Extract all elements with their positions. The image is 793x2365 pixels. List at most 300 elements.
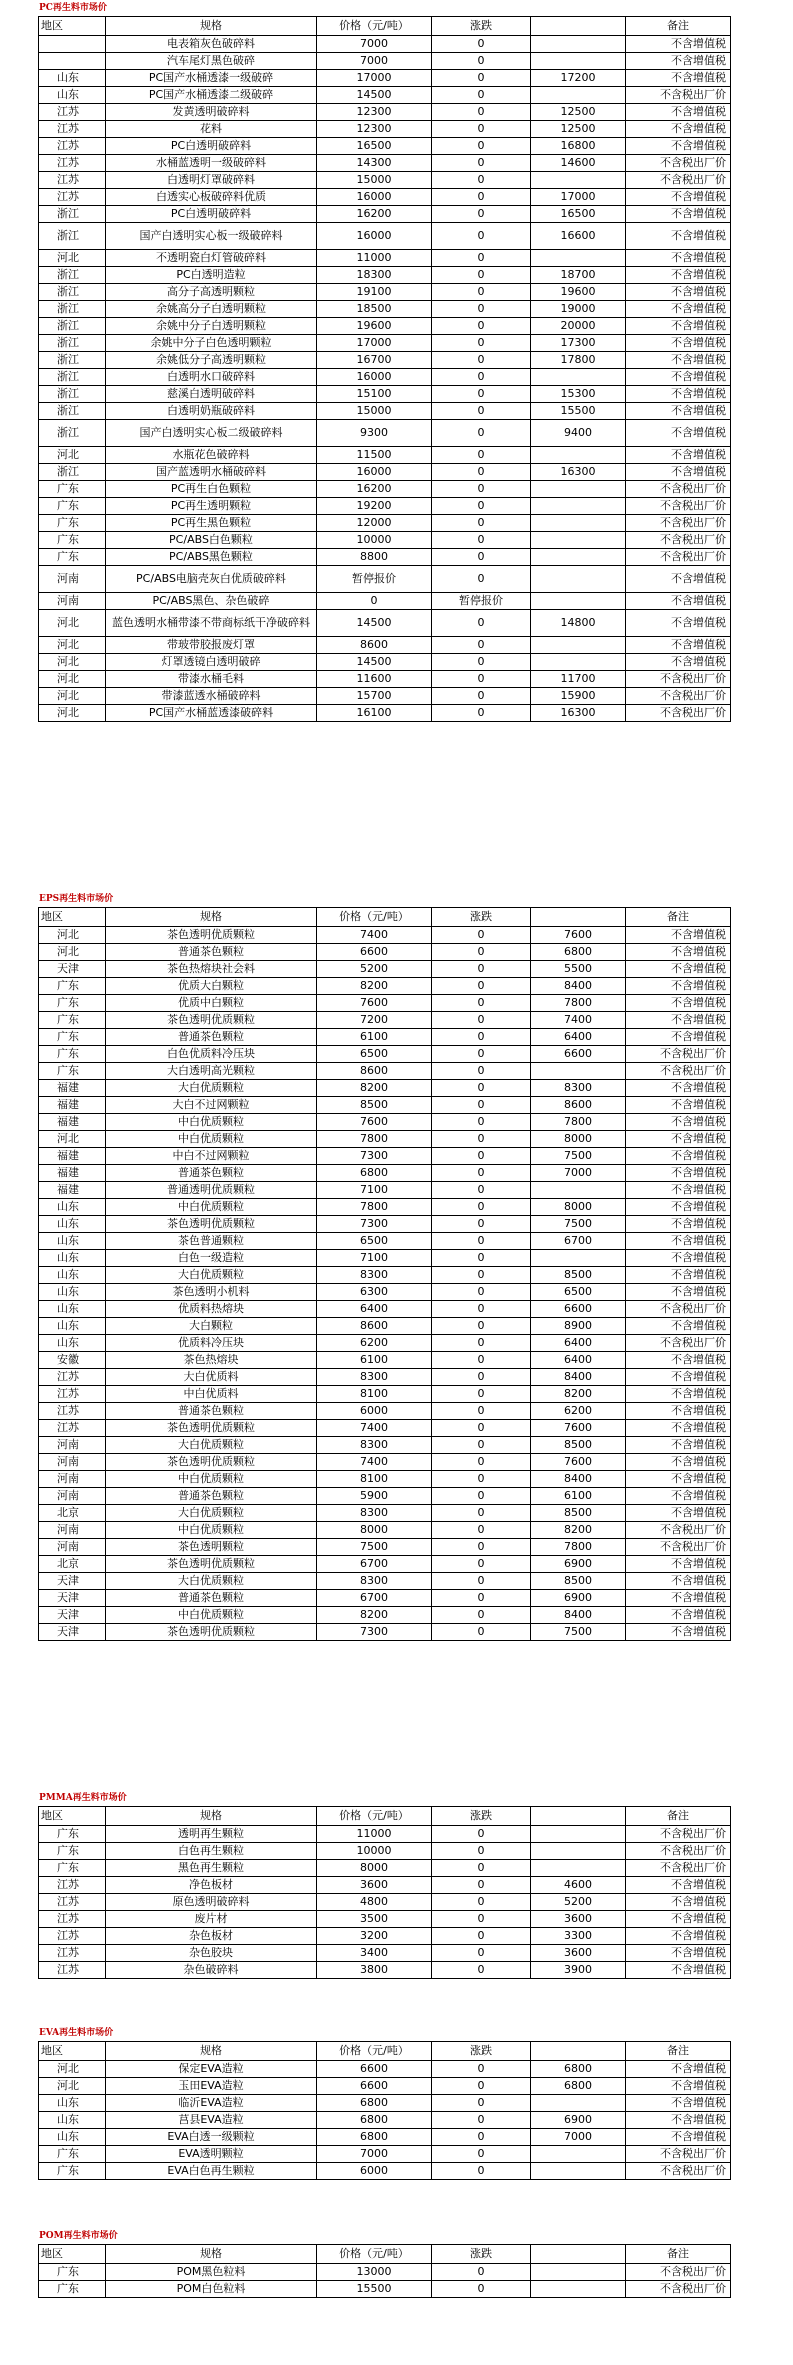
note-cell: 不含增值税 (626, 104, 731, 121)
change-cell: 0 (432, 1148, 531, 1165)
table-header-row (39, 17, 731, 36)
spec-cell: 透明再生颗粒 (106, 1826, 317, 1843)
price-cell: 7500 (317, 1539, 432, 1556)
price-cell: 16000 (317, 369, 432, 386)
price-cell: 3500 (317, 1911, 432, 1928)
note-cell: 不含增值税 (626, 1182, 731, 1199)
price-cell: 7000 (317, 36, 432, 53)
change-cell: 0 (432, 566, 531, 593)
table-row (39, 532, 731, 549)
change-cell: 0 (432, 1928, 531, 1945)
change-cell: 0 (432, 1556, 531, 1573)
note-cell: 不含增值税 (626, 1216, 731, 1233)
extra-price-cell: 7800 (531, 1539, 626, 1556)
note-cell: 不含税出厂价 (626, 1335, 731, 1352)
table-row (39, 1860, 731, 1877)
table-row (39, 705, 731, 722)
table-row (39, 223, 731, 250)
table-row (39, 688, 731, 705)
table-row (39, 53, 731, 70)
change-cell: 0 (432, 2061, 531, 2078)
table-row (39, 464, 731, 481)
note-cell: 不含增值税 (626, 1012, 731, 1029)
spec-cell: 普通茶色颗粒 (106, 944, 317, 961)
table-row (39, 1199, 731, 1216)
change-cell: 0 (432, 1267, 531, 1284)
region-cell: 江苏 (39, 1962, 106, 1979)
change-cell: 0 (432, 2095, 531, 2112)
header-price: 价格（元/吨） (317, 17, 432, 36)
spec-cell: 茶色透明小机料 (106, 1284, 317, 1301)
spec-cell: 茶色透明优质颗粒 (106, 1420, 317, 1437)
price-cell: 5200 (317, 961, 432, 978)
price-cell: 7400 (317, 1454, 432, 1471)
table-row (39, 1046, 731, 1063)
table-row (39, 318, 731, 335)
change-cell: 0 (432, 498, 531, 515)
note-cell: 不含增值税 (626, 654, 731, 671)
change-cell: 0 (432, 386, 531, 403)
extra-price-cell: 3600 (531, 1911, 626, 1928)
price-cell: 11000 (317, 250, 432, 267)
price-cell: 8300 (317, 1369, 432, 1386)
region-cell: 江苏 (39, 1894, 106, 1911)
table-row (39, 155, 731, 172)
change-cell: 0 (432, 1454, 531, 1471)
price-cell: 3600 (317, 1877, 432, 1894)
note-cell: 不含税出厂价 (626, 2264, 731, 2281)
extra-price-cell: 6400 (531, 1335, 626, 1352)
price-cell: 7300 (317, 1216, 432, 1233)
region-cell: 河北 (39, 447, 106, 464)
region-cell: 天津 (39, 1573, 106, 1590)
spec-cell: 原色透明破碎料 (106, 1894, 317, 1911)
region-cell: 北京 (39, 1505, 106, 1522)
price-cell: 8600 (317, 1318, 432, 1335)
table-row (39, 1216, 731, 1233)
extra-price-cell (531, 498, 626, 515)
price-cell: 3800 (317, 1962, 432, 1979)
spec-cell: 国产白透明实心板二级破碎料 (106, 420, 317, 447)
extra-price-cell: 17300 (531, 335, 626, 352)
change-cell: 0 (432, 1607, 531, 1624)
change-cell: 0 (432, 1488, 531, 1505)
note-cell: 不含税出厂价 (626, 1860, 731, 1877)
change-cell: 0 (432, 1131, 531, 1148)
note-cell: 不含增值税 (626, 1624, 731, 1641)
change-cell: 0 (432, 961, 531, 978)
region-cell: 山东 (39, 1267, 106, 1284)
change-cell: 0 (432, 654, 531, 671)
change-cell: 0 (432, 2264, 531, 2281)
spec-cell: PC国产水桶透漆二级破碎 (106, 87, 317, 104)
price-cell: 6100 (317, 1029, 432, 1046)
note-cell: 不含增值税 (626, 386, 731, 403)
note-cell: 不含增值税 (626, 1454, 731, 1471)
price-cell: 15100 (317, 386, 432, 403)
note-cell: 不含增值税 (626, 1352, 731, 1369)
price-cell: 7800 (317, 1199, 432, 1216)
region-cell: 江苏 (39, 155, 106, 172)
change-cell: 0 (432, 2112, 531, 2129)
spec-cell: 高分子高透明颗粒 (106, 284, 317, 301)
spec-cell: 中白优质料 (106, 1386, 317, 1403)
extra-price-cell: 6400 (531, 1029, 626, 1046)
spec-cell: 茶色透明优质颗粒 (106, 1012, 317, 1029)
extra-price-cell: 12500 (531, 121, 626, 138)
spec-cell: PC白透明破碎料 (106, 138, 317, 155)
change-cell: 0 (432, 927, 531, 944)
price-cell: 7600 (317, 995, 432, 1012)
region-cell: 广东 (39, 2146, 106, 2163)
spec-cell: 白透实心板破碎料优质 (106, 189, 317, 206)
extra-price-cell: 16300 (531, 705, 626, 722)
header-region: 地区 (39, 908, 106, 927)
extra-price-cell: 6900 (531, 1590, 626, 1607)
note-cell: 不含增值税 (626, 1250, 731, 1267)
region-cell: 江苏 (39, 189, 106, 206)
extra-price-cell: 8500 (531, 1437, 626, 1454)
extra-price-cell (531, 87, 626, 104)
price-cell: 3400 (317, 1945, 432, 1962)
extra-price-cell (531, 481, 626, 498)
region-cell: 江苏 (39, 121, 106, 138)
price-cell: 8500 (317, 1097, 432, 1114)
header-note: 备注 (626, 2245, 731, 2264)
extra-price-cell: 7600 (531, 927, 626, 944)
note-cell: 不含增值税 (626, 2095, 731, 2112)
extra-price-cell: 8900 (531, 1318, 626, 1335)
extra-price-cell (531, 2163, 626, 2180)
change-cell: 0 (432, 352, 531, 369)
spec-cell: 带漆蓝透水桶破碎料 (106, 688, 317, 705)
extra-price-cell: 6600 (531, 1046, 626, 1063)
change-cell: 0 (432, 1114, 531, 1131)
change-cell: 0 (432, 1877, 531, 1894)
extra-price-cell (531, 654, 626, 671)
spec-cell: PC再生透明颗粒 (106, 498, 317, 515)
extra-price-cell: 15900 (531, 688, 626, 705)
price-cell: 18500 (317, 301, 432, 318)
change-cell: 0 (432, 481, 531, 498)
header-extra (531, 1807, 626, 1826)
section-pmma (38, 1790, 726, 1979)
note-cell: 不含增值税 (626, 1928, 731, 1945)
price-cell: 3200 (317, 1928, 432, 1945)
extra-price-cell: 8400 (531, 1471, 626, 1488)
note-cell: 不含增值税 (626, 1386, 731, 1403)
table-row (39, 1029, 731, 1046)
table-row (39, 121, 731, 138)
spec-cell: 带漆水桶毛料 (106, 671, 317, 688)
region-cell: 北京 (39, 1556, 106, 1573)
spec-cell: 茶色透明优质颗粒 (106, 1454, 317, 1471)
table-row (39, 1352, 731, 1369)
price-cell: 6200 (317, 1335, 432, 1352)
extra-price-cell: 3300 (531, 1928, 626, 1945)
price-cell: 6800 (317, 2129, 432, 2146)
table-row (39, 481, 731, 498)
extra-price-cell: 6800 (531, 2078, 626, 2095)
table-row (39, 1911, 731, 1928)
spec-cell: 余姚中分子白透明颗粒 (106, 318, 317, 335)
change-cell: 0 (432, 1233, 531, 1250)
extra-price-cell: 5500 (531, 961, 626, 978)
note-cell: 不含税出厂价 (626, 1826, 731, 1843)
table-row (39, 1488, 731, 1505)
spec-cell: 慈溪白透明破碎料 (106, 386, 317, 403)
spec-cell: 优质料热熔块 (106, 1301, 317, 1318)
price-cell: 10000 (317, 532, 432, 549)
spec-cell: PC/ABS白色颗粒 (106, 532, 317, 549)
table-row (39, 369, 731, 386)
region-cell: 广东 (39, 978, 106, 995)
table-row (39, 610, 731, 637)
region-cell: 江苏 (39, 138, 106, 155)
note-cell: 不含增值税 (626, 1962, 731, 1979)
extra-price-cell: 6700 (531, 1233, 626, 1250)
section-pom (38, 2228, 726, 2298)
note-cell: 不含增值税 (626, 318, 731, 335)
extra-price-cell: 8600 (531, 1097, 626, 1114)
extra-price-cell (531, 532, 626, 549)
note-cell: 不含增值税 (626, 1573, 731, 1590)
extra-price-cell: 7800 (531, 995, 626, 1012)
note-cell: 不含增值税 (626, 301, 731, 318)
price-cell: 6800 (317, 2112, 432, 2129)
change-cell: 0 (432, 87, 531, 104)
spec-cell: 水桶蓝透明一级破碎料 (106, 155, 317, 172)
note-cell: 不含税出厂价 (626, 2281, 731, 2298)
extra-price-cell: 12500 (531, 104, 626, 121)
price-cell: 8300 (317, 1505, 432, 1522)
note-cell: 不含税出厂价 (626, 498, 731, 515)
spec-cell: 中白优质颗粒 (106, 1471, 317, 1488)
note-cell: 不含增值税 (626, 403, 731, 420)
extra-price-cell: 7600 (531, 1420, 626, 1437)
price-cell: 8300 (317, 1437, 432, 1454)
note-cell: 不含增值税 (626, 1029, 731, 1046)
price-cell: 8600 (317, 1063, 432, 1080)
region-cell: 河南 (39, 1539, 106, 1556)
table-row (39, 1826, 731, 1843)
header-note: 备注 (626, 2042, 731, 2061)
change-cell: 0 (432, 2281, 531, 2298)
extra-price-cell: 8200 (531, 1522, 626, 1539)
spec-cell: 国产白透明实心板一级破碎料 (106, 223, 317, 250)
change-cell: 0 (432, 1216, 531, 1233)
change-cell: 0 (432, 1046, 531, 1063)
region-cell: 山东 (39, 2095, 106, 2112)
spec-cell: 临沂EVA造粒 (106, 2095, 317, 2112)
region-cell: 河北 (39, 671, 106, 688)
price-cell: 12300 (317, 121, 432, 138)
region-cell: 浙江 (39, 206, 106, 223)
note-cell: 不含增值税 (626, 369, 731, 386)
spec-cell: 茶色热熔块社会料 (106, 961, 317, 978)
note-cell: 不含增值税 (626, 1369, 731, 1386)
spec-cell: 大白优质料 (106, 1369, 317, 1386)
extra-price-cell (531, 172, 626, 189)
spec-cell: 汽车尾灯黑色破碎 (106, 53, 317, 70)
price-cell: 7400 (317, 927, 432, 944)
spec-cell: 水瓶花色破碎料 (106, 447, 317, 464)
note-cell: 不含增值税 (626, 189, 731, 206)
note-cell: 不含税出厂价 (626, 1063, 731, 1080)
spec-cell: 带玻带胶报废灯罩 (106, 637, 317, 654)
spec-cell: 杂色板材 (106, 1928, 317, 1945)
note-cell: 不含税出厂价 (626, 705, 731, 722)
spec-cell: 发黄透明破碎料 (106, 104, 317, 121)
table-row (39, 2095, 731, 2112)
region-cell: 广东 (39, 1843, 106, 1860)
region-cell: 江苏 (39, 1403, 106, 1420)
price-table (38, 907, 731, 1641)
spec-cell: EVA透明颗粒 (106, 2146, 317, 2163)
change-cell: 0 (432, 1826, 531, 1843)
change-cell: 0 (432, 1199, 531, 1216)
change-cell: 0 (432, 1437, 531, 1454)
header-region: 地区 (39, 17, 106, 36)
extra-price-cell: 5200 (531, 1894, 626, 1911)
extra-price-cell (531, 2281, 626, 2298)
spec-cell: 大白不过网颗粒 (106, 1097, 317, 1114)
region-cell: 广东 (39, 549, 106, 566)
region-cell: 河北 (39, 637, 106, 654)
extra-price-cell: 14600 (531, 155, 626, 172)
price-cell: 6600 (317, 2078, 432, 2095)
extra-price-cell (531, 2264, 626, 2281)
header-change: 涨跌 (432, 1807, 531, 1826)
spec-cell: 普通茶色颗粒 (106, 1590, 317, 1607)
note-cell: 不含税出厂价 (626, 671, 731, 688)
header-extra (531, 17, 626, 36)
price-cell: 16000 (317, 223, 432, 250)
table-row (39, 1590, 731, 1607)
extra-price-cell: 6900 (531, 2112, 626, 2129)
price-cell: 16100 (317, 705, 432, 722)
table-row (39, 2146, 731, 2163)
price-cell: 16700 (317, 352, 432, 369)
section-title: POM再生料市场价 (39, 2231, 118, 2241)
price-cell: 19200 (317, 498, 432, 515)
spec-cell: 白色一级造粒 (106, 1250, 317, 1267)
price-cell: 6600 (317, 944, 432, 961)
table-row (39, 138, 731, 155)
change-cell: 0 (432, 206, 531, 223)
change-cell: 0 (432, 671, 531, 688)
table-row (39, 1080, 731, 1097)
region-cell: 广东 (39, 995, 106, 1012)
price-cell: 8000 (317, 1860, 432, 1877)
price-cell: 8000 (317, 1522, 432, 1539)
extra-price-cell: 3600 (531, 1945, 626, 1962)
extra-price-cell: 19600 (531, 284, 626, 301)
table-row (39, 1877, 731, 1894)
note-cell: 不含增值税 (626, 1403, 731, 1420)
region-cell: 浙江 (39, 223, 106, 250)
note-cell: 不含增值税 (626, 284, 731, 301)
region-cell: 福建 (39, 1148, 106, 1165)
note-cell: 不含增值税 (626, 2078, 731, 2095)
spec-cell: 白透明奶瓶破碎料 (106, 403, 317, 420)
region-cell: 河北 (39, 2078, 106, 2095)
change-cell: 0 (432, 335, 531, 352)
change-cell: 0 (432, 1471, 531, 1488)
region-cell: 福建 (39, 1165, 106, 1182)
price-cell: 5900 (317, 1488, 432, 1505)
extra-price-cell (531, 593, 626, 610)
region-cell: 广东 (39, 2281, 106, 2298)
note-cell: 不含增值税 (626, 2061, 731, 2078)
table-header-row (39, 908, 731, 927)
spec-cell: PC白透明造粒 (106, 267, 317, 284)
table-row (39, 2061, 731, 2078)
note-cell: 不含增值税 (626, 927, 731, 944)
region-cell: 江苏 (39, 1877, 106, 1894)
header-change: 涨跌 (432, 908, 531, 927)
price-cell: 14500 (317, 87, 432, 104)
note-cell: 不含增值税 (626, 637, 731, 654)
table-row (39, 1556, 731, 1573)
change-cell: 0 (432, 104, 531, 121)
region-cell: 广东 (39, 1860, 106, 1877)
note-cell: 不含增值税 (626, 447, 731, 464)
section-title: EVA再生料市场价 (39, 2028, 114, 2038)
spec-cell: 普通茶色颗粒 (106, 1029, 317, 1046)
table-row (39, 637, 731, 654)
extra-price-cell (531, 1250, 626, 1267)
header-price: 价格（元/吨） (317, 2245, 432, 2264)
header-spec: 规格 (106, 17, 317, 36)
table-row (39, 1624, 731, 1641)
change-cell: 0 (432, 1386, 531, 1403)
price-cell: 6600 (317, 2061, 432, 2078)
table-row (39, 1233, 731, 1250)
price-cell: 6700 (317, 1590, 432, 1607)
change-cell: 0 (432, 70, 531, 87)
region-cell: 广东 (39, 2163, 106, 2180)
change-cell: 0 (432, 189, 531, 206)
table-row (39, 70, 731, 87)
region-cell (39, 53, 106, 70)
region-cell: 山东 (39, 1199, 106, 1216)
region-cell: 浙江 (39, 420, 106, 447)
region-cell: 河南 (39, 1454, 106, 1471)
table-row (39, 335, 731, 352)
price-cell: 16200 (317, 206, 432, 223)
price-cell: 19600 (317, 318, 432, 335)
extra-price-cell: 19000 (531, 301, 626, 318)
header-price: 价格（元/吨） (317, 2042, 432, 2061)
region-cell: 福建 (39, 1080, 106, 1097)
note-cell: 不含税出厂价 (626, 155, 731, 172)
price-cell: 15700 (317, 688, 432, 705)
region-cell: 河北 (39, 705, 106, 722)
spec-cell: 国产蓝透明水桶破碎料 (106, 464, 317, 481)
extra-price-cell: 8500 (531, 1505, 626, 1522)
note-cell: 不含增值税 (626, 206, 731, 223)
note-cell: 不含增值税 (626, 1267, 731, 1284)
note-cell: 不含税出厂价 (626, 1843, 731, 1860)
region-cell: 江苏 (39, 172, 106, 189)
header-spec: 规格 (106, 2245, 317, 2264)
region-cell: 山东 (39, 1250, 106, 1267)
table-row (39, 1182, 731, 1199)
header-change: 涨跌 (432, 17, 531, 36)
spec-cell: 莒县EVA造粒 (106, 2112, 317, 2129)
extra-price-cell: 6600 (531, 1301, 626, 1318)
